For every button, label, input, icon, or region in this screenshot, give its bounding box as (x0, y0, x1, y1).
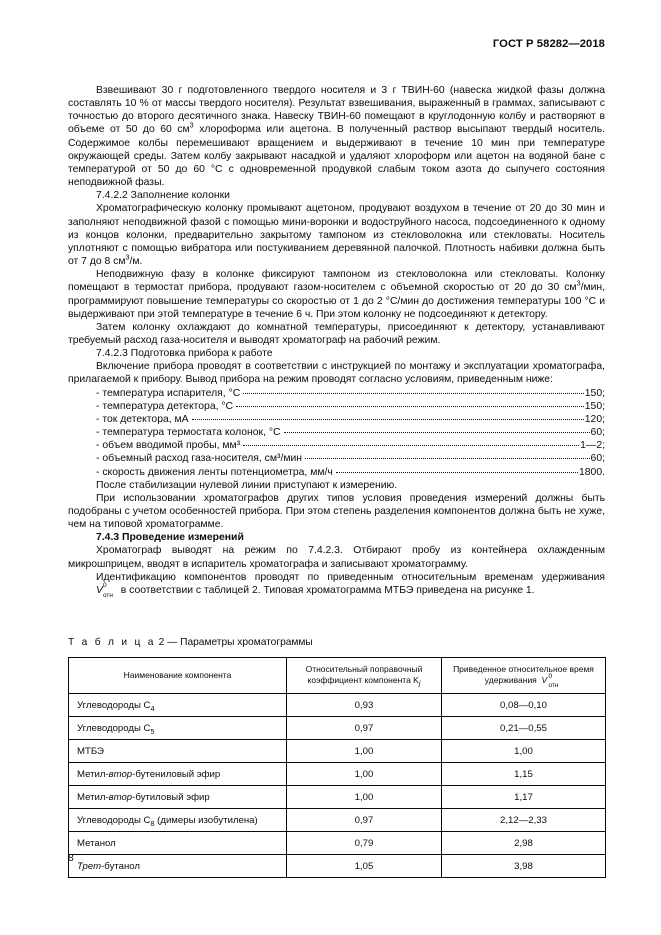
chromatogram-parameters-table (68, 657, 606, 878)
cell-component-name (69, 786, 287, 809)
parameter-label: - скорость движения ленты потенциометра, мм/ч (96, 466, 333, 478)
variable-subscript: отн (103, 591, 113, 599)
column-header-component: Наименование компонента (69, 658, 287, 694)
variable-base: V (96, 584, 103, 596)
table-caption (68, 637, 313, 648)
cell-retention-time: 3,98 (442, 855, 606, 878)
parameter-value: 150; (584, 400, 605, 412)
table-head (69, 658, 606, 694)
table-row (69, 717, 606, 740)
component-name-post: -бутиловый эфир (132, 791, 210, 803)
heading-7-4-2-3: 7.4.2.3 Подготовка прибора к работе (96, 348, 273, 360)
cell-coefficient: 1,00 (287, 763, 442, 786)
leader-dots (336, 472, 578, 473)
table-row (69, 809, 606, 832)
leader-dots (243, 445, 579, 446)
component-name-italic: втор (108, 768, 133, 780)
cell-component-name (69, 809, 287, 832)
leader-dots (236, 406, 584, 407)
leader-dots (243, 393, 584, 394)
parameter-label: - объем вводимой пробы, мм³ (96, 440, 241, 452)
retention-time-variable (541, 672, 563, 689)
parameter-label: - температура испарителя, °С (96, 387, 241, 399)
paragraph-weighing-text-b: хлороформа или ацетона. В полученный раствор высыпают твердый носитель. Содержимое колбы перемешивают вращением и выдерживают в течение 10 мин при температуре окружающей среды. Затем колбу закрывают насадкой и удаляют хлороформ или ацетон на водяной бане с температурой от 50 до 60 °С с одновременной продувкой слабым током азота до сыпучего состояния неподвижной фазы. (68, 124, 605, 189)
table-body (69, 694, 606, 878)
parameter-label: - ток детектора, мА (96, 413, 189, 425)
component-name-pre: Углеводороды С (77, 722, 151, 734)
variable-subscript: отн (548, 681, 559, 689)
variable-superscript: 0 (548, 672, 553, 680)
parameter-label: - объемный расход газа-носителя, см³/мин (96, 453, 303, 465)
heading-7-4-3: 7.4.3 Проведение измерений (96, 532, 244, 544)
leader-dots (192, 419, 584, 420)
coefficient-subscript-wrapper (418, 675, 421, 688)
cell-component-name (69, 763, 287, 786)
leader-dots (305, 458, 590, 459)
cell-retention-time: 0,21—0,55 (442, 717, 606, 740)
document-header: ГОСТ Р 58282—2018 (492, 38, 605, 50)
paragraph-identification-text-a: Идентификацию компонентов проводят по приведенным относительным временам удерживания (96, 571, 605, 583)
variable-superscript: 0 (103, 582, 107, 590)
paragraph-baseline-stabilization: После стабилизации нулевой линии приступают к измерению. (96, 479, 398, 491)
paragraph-identification-text-b: в соответствии с таблицей 2. Типовая хроматограмма МТБЭ приведена на рисунке 1. (117, 584, 535, 596)
component-name-pre: Метил- (77, 768, 109, 780)
list-item (68, 387, 605, 400)
cell-coefficient: 0,93 (287, 694, 442, 717)
parameter-label: - температура детектора, °С (96, 400, 234, 412)
component-name-post: (димеры изобутилена) (154, 814, 258, 826)
retention-time-variable (68, 584, 118, 597)
cell-retention-time: 1,15 (442, 763, 606, 786)
paragraph-column-filling-text-b: /м. (129, 256, 143, 268)
parameter-value: 120; (584, 413, 605, 425)
paragraph-other-chromatographs: При использовании хроматографов других типов условия проведения измерений должны быть подобраны с учетом особенностей прибора. При этом степень разделения компонентов должна быть не хуже, чем на типовой хроматограмме. (68, 492, 605, 531)
cell-component-name (69, 740, 287, 763)
component-name-pre: Метил- (77, 791, 109, 803)
component-name-subscript: 4 (150, 703, 155, 713)
table-row (69, 740, 606, 763)
cell-coefficient: 0,79 (287, 832, 442, 855)
heading-7-4-2-2: 7.4.2.2 Заполнение колонки (96, 190, 230, 202)
paragraph-weighing (68, 84, 605, 189)
column-header-retention-time (442, 658, 606, 694)
list-item (68, 413, 605, 426)
parameter-value: 60; (590, 453, 605, 465)
paragraph-stationary-phase-text-b: /мин, программируют повышение температуры со скоростью от 1 до 2 °С/мин до достижения температуры 100 °С и выдерживают при этой температуре в течение 6 ч. При этом колонку не подсоединяют к детектору. (68, 282, 605, 320)
leader-dots (284, 432, 590, 433)
paragraph-measurement-procedure: Хроматограф выводят на режим по 7.4.2.3. Отбирают пробу из контейнера охлажденным микрошприцем, вводят в испаритель хроматографа и записывают хроматограмму. (68, 545, 605, 570)
parameter-label: - температура термостата колонок, °С (96, 427, 281, 439)
superscript-cubic: 3 (189, 121, 194, 130)
cell-component-name (69, 832, 287, 855)
cell-coefficient: 0,97 (287, 717, 442, 740)
list-item (68, 400, 605, 413)
column-header-time-line1: Приведенное относительное время (453, 664, 594, 674)
paragraph-weighing-text-a: Взвешивают 30 г подготовленного твердого носителя и 3 г ТВИН-60 (навеска жидкой фазы должна составлять 10 % от массы твердого носителя). Результат взвешивания, выраженный в граммах, записывают с точностью до второго десятичного знака. Навеску ТВИН-60 помещают в круглодонную колбу и растворяют в объеме от 50 до 60 см (68, 85, 605, 136)
component-name-subscript: 5 (150, 726, 155, 736)
list-item (68, 439, 605, 452)
table-caption-number: 2 (158, 637, 165, 648)
cell-retention-time: 2,12—2,33 (442, 809, 606, 832)
list-item (68, 452, 605, 465)
cell-component-name (69, 694, 287, 717)
parameter-value: 1—2; (580, 440, 605, 452)
cell-retention-time: 0,08—0,10 (442, 694, 606, 717)
cell-component-name (69, 717, 287, 740)
column-header-time-line2: удерживания (484, 675, 537, 685)
paragraph-cooling: Затем колонку охлаждают до комнатной температуры, присоединяют к детектору, устанавливают требуемый расход газа-носителя и выводят хроматограф на рабочий режим. (68, 321, 605, 346)
component-name-pre: Метанол (77, 837, 116, 849)
superscript-cubic: 3 (125, 252, 130, 262)
cell-coefficient: 0,97 (287, 809, 442, 832)
coefficient-subscript: j (418, 678, 421, 688)
component-name-italic: втор (108, 791, 133, 803)
page-number: 8 (68, 853, 74, 864)
component-name-pre: Углеводороды С (77, 814, 151, 826)
table-caption-title: — Параметры хроматограммы (167, 637, 313, 648)
column-header-coefficient-line2: коэффициент компонента K (307, 675, 419, 685)
list-item (68, 426, 605, 439)
cell-coefficient: 1,00 (287, 740, 442, 763)
document-body (68, 84, 605, 597)
superscript-cubic: 3 (576, 278, 581, 288)
paragraph-stationary-phase-text-a: Неподвижную фазу в колонке фиксируют тампоном из стекловолокна или стекловаты. Колонку помещают в термостат прибора, продувают газом-носителем с объемной скоростью от 20 до 30 см (68, 269, 605, 294)
table-row (69, 832, 606, 855)
table-row (69, 694, 606, 717)
component-name-post: -бутанол (101, 860, 141, 872)
cell-retention-time: 1,17 (442, 786, 606, 809)
component-name-subscript: 8 (150, 818, 155, 828)
cell-component-name (69, 855, 287, 878)
component-name-pre: МТБЭ (77, 745, 104, 757)
component-name-post: -бутениловый эфир (132, 768, 221, 780)
column-header-coefficient (287, 658, 442, 694)
component-name-pre: Углеводороды С (77, 699, 151, 711)
parameter-value: 60; (590, 427, 605, 439)
table-row (69, 763, 606, 786)
list-item (68, 466, 605, 479)
table-caption-word: Т а б л и ц а (68, 637, 156, 648)
parameter-value: 1800. (578, 466, 605, 478)
cell-retention-time: 1,00 (442, 740, 606, 763)
column-header-coefficient-line1: Относительный поправочный (305, 664, 423, 674)
component-name-italic: Трет (77, 860, 102, 872)
paragraph-stationary-phase (68, 268, 605, 321)
parameter-value: 150; (584, 387, 605, 399)
cell-retention-time: 2,98 (442, 832, 606, 855)
cell-coefficient: 1,05 (287, 855, 442, 878)
table-row (69, 855, 606, 878)
paragraph-instrument-startup: Включение прибора проводят в соответствии с инструкцией по монтажу и эксплуатации хроматографа, прилагаемой к прибору. Вывод прибора на режим проводят согласно условиям, приведенным ниже: (68, 361, 605, 386)
cell-coefficient: 1,00 (287, 786, 442, 809)
paragraph-column-filling (68, 202, 605, 268)
parameters-list (68, 387, 605, 479)
variable-base: V (541, 675, 548, 685)
paragraph-column-filling-text-a: Хроматографическую колонку промывают ацетоном, продувают воздухом в течение от 20 до 30 мин и заполняют неподвижной фазой с помощью мини-воронки и водоструйного насоса, подсоединенного к одному из концов колонки, предварительно закрытому тампоном из стекловолокна или стекловаты. Носитель уплотняют с помощью вибратора или постукиванием деревянной палочкой. Плотность набивки должна быть от 7 до 8 см (68, 203, 605, 268)
table-header-row (69, 658, 606, 694)
paragraph-identification (68, 571, 605, 597)
table-row (69, 786, 606, 809)
